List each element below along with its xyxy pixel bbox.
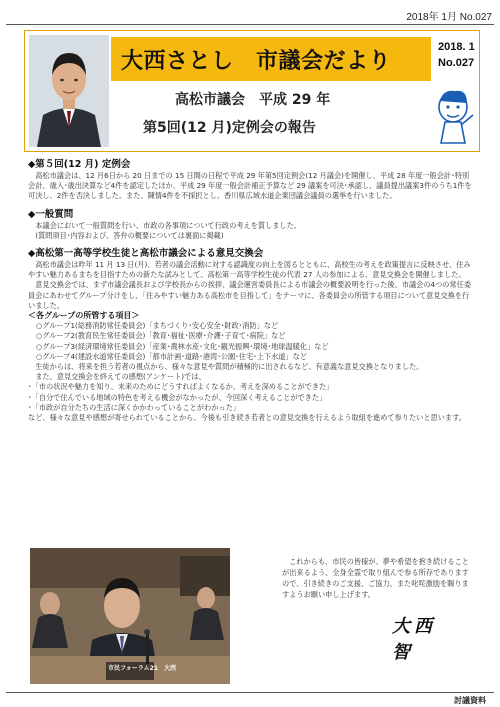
- portrait-photo: [29, 35, 109, 147]
- exchange-paragraph-4: また、意見交換会を終えての感想(アンケート)では、: [35, 372, 206, 382]
- photo-caption: 市民フォーラム21 大西: [108, 665, 176, 672]
- mascot-illustration: [431, 85, 477, 147]
- quote-item: ･「市の状況や魅力を知り、未来のためにどうすればよくなるか、考えを深めることができた」: [28, 382, 334, 392]
- section-heading-exchange: ◆高松第一高等学校生徒と高松市議会による意見交換会: [28, 248, 264, 260]
- group-item: ○グループ4(建設水道常任委員会)「都市計画･道路･港湾･公園･住宅･上下水道」など: [36, 351, 308, 361]
- signature-text: 大西 智: [392, 616, 436, 663]
- subtitle-session: 第5回(12 月)定例会の報告: [143, 120, 316, 136]
- main-content: [28, 158, 476, 423]
- signature: [392, 612, 462, 663]
- group-item: ○グループ2(教育民生常任委員会)「教育･福祉･医療･介護･子育て･病院」など: [36, 331, 286, 341]
- group-item: ○グループ1(総務消防常任委員会)「まちづくり･安心安全･財政･消防」など: [36, 321, 279, 331]
- section-heading-general-question: ◆一般質問: [28, 208, 74, 220]
- section-heading-session: ◆第５回(12 月) 定例会: [28, 159, 131, 170]
- footer-rule: [6, 692, 494, 693]
- groups-heading: ＜各グループの所管する項目＞: [28, 311, 140, 321]
- group-item: ○グループ3(経済環境常任委員会)「産業･農林水産･文化･観光振興･環境･地球温暖化」など: [36, 341, 329, 351]
- exchange-paragraph-1: 高松市議会は昨年 11 月 13 日(月)、若者の議会活動に対する認識度の向上を図るとともに、高校生の考えを政策提言に反映させ、住みやすい魅力あるまちを目指すための新たな試みとして、高松第一高等学校生徒の代表 27 人の参加による、意見交換会を開催しました。: [28, 260, 471, 280]
- section-note-general-question: (質問項目･内容および、答弁の概要については裏面に掲載): [35, 230, 224, 240]
- council-photo: [30, 548, 230, 684]
- newsletter-banner: [24, 30, 480, 152]
- top-rule: [6, 24, 494, 25]
- section-body-general-question: 本議会において一般質問を行い、市政の各事項について行政の考えを質しました。: [35, 220, 301, 230]
- issue-number: No.027: [438, 57, 475, 69]
- section-body-session: 高松市議会は、12 月6日から 20 日までの 15 日間の日程で平成 29 年第5回定例会(12 月議会)を開催し、平成 28 年度一般会計･特別会計、歳入･歳出決算など4件を認定したほか、平成 29 年度一般会計補正予算など 29 議案を可決･承認し、議員提出議案3件のうち1件を可決し、2件を否決しました。また、陳情4件を不採択とし、香川県広域水道企業団議会議員の選挙を行いました。: [28, 171, 472, 201]
- exchange-paragraph-2: 意見交換会では、まず市議会議長および学校長からの挨拶、議会運営委員長による市議会の概要説明を行った後、市議会の4つの常任委員会にあわせてグループ分けをし、「住みやすい魅力ある高松市を目指して」をテーマに、各委員会の所管する項目について意見交換を行いました。: [28, 280, 472, 310]
- exchange-paragraph-5: など、様々な意見や感想が寄せられていることから、今後も引き続き若者との意見交換を行えるよう取組を進めて参りたいと思います。: [28, 413, 466, 423]
- issue-date-year: 2018. 1: [438, 41, 475, 53]
- issue-date: [438, 39, 475, 71]
- group-list: [28, 321, 476, 362]
- quote-item: ･「自分で住んでいる地域の特色を考える機会がなかったが、今回深く考えることができた」: [28, 392, 327, 402]
- quote-item: ･「市政が自分たちの生活に深くかかわっていることがわかった」: [28, 402, 240, 412]
- exchange-paragraph-3: 生徒からは、将来を担う若者の視点から、様々な意見や質問が積極的に出されるなど、有意義な意見交換となりました。: [35, 362, 424, 372]
- footer-label: 討議資料: [454, 696, 486, 705]
- subtitle-council: 高松市議会 平成 29 年: [175, 92, 331, 108]
- newsletter-title: 大西さとし 市議会だより: [121, 49, 392, 74]
- issue-line: 2018年 1月 No.027: [406, 12, 492, 23]
- closing-message: これからも、市民の皆様が、夢や希望を抱き続けることが出来るよう、全身全霊で取り組んで参る所存でありますので、引き続きのご支援、ご協力、また叱咤激励を賜りますようお願い申し上げます。: [282, 557, 469, 599]
